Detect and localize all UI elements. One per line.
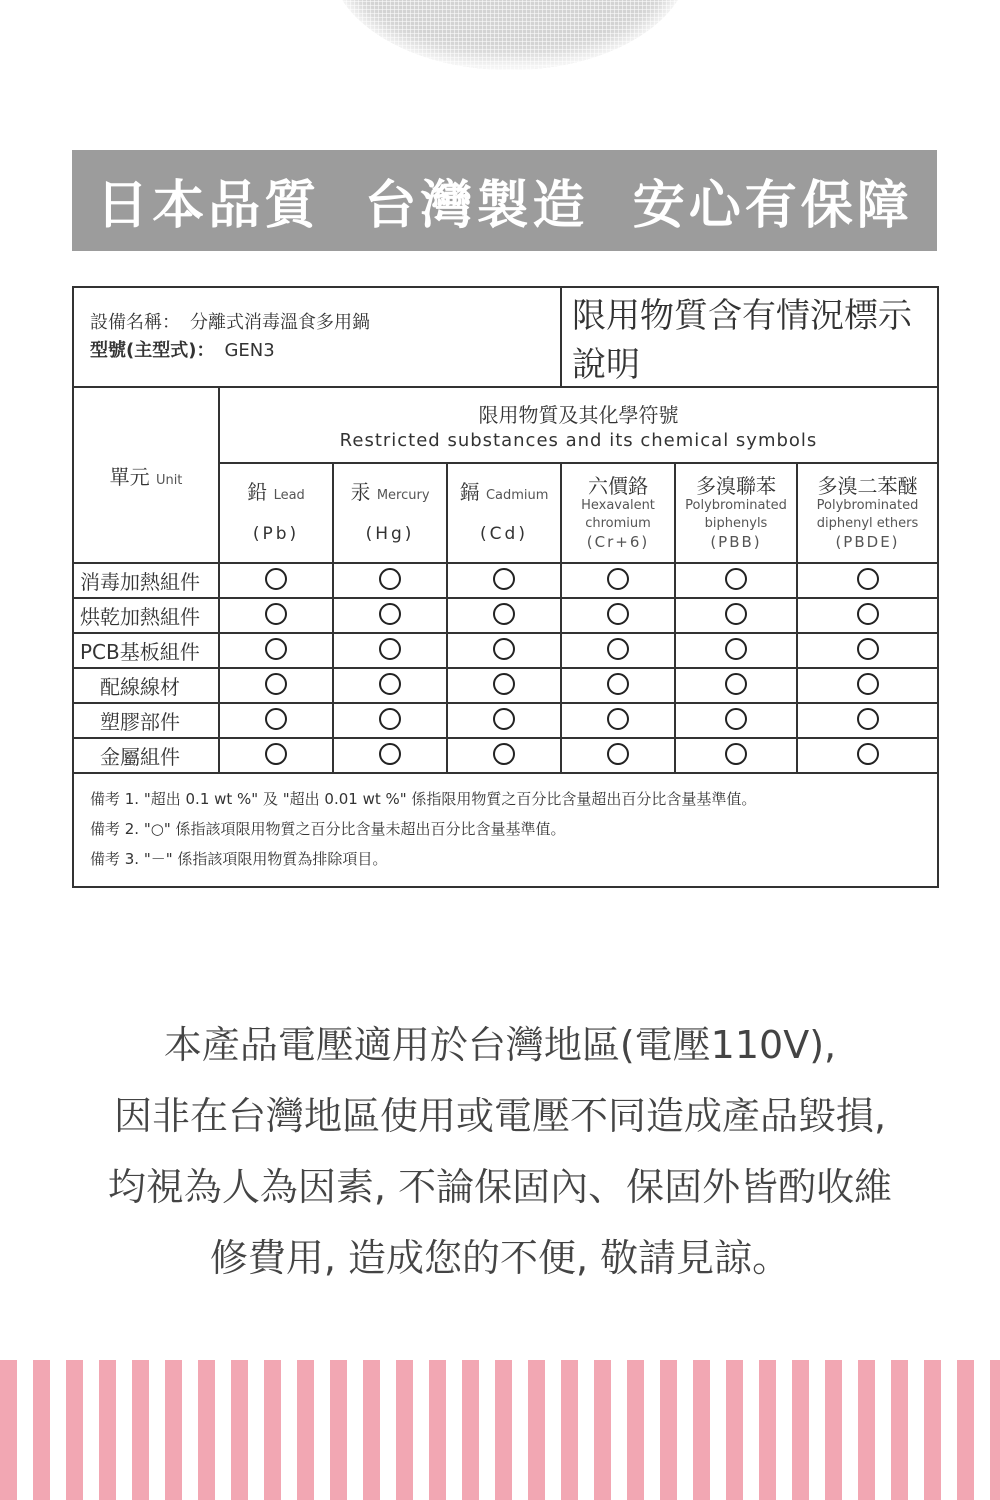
restricted-title: 限用物質及其化學符號 (478, 402, 679, 427)
substance-en: Cadmium (485, 488, 549, 503)
circle-mark-icon (857, 673, 879, 695)
substance-mark-cell (447, 668, 561, 703)
component-name: 金屬組件 (73, 738, 219, 773)
mesh-decoration (330, 0, 690, 70)
circle-mark-icon (725, 603, 747, 625)
circle-mark-icon (265, 673, 287, 695)
substance-mark-cell (333, 598, 447, 633)
notice-line: 修費用, 造成您的不便, 敬請見諒。 (209, 1236, 791, 1280)
substance-header-mercury (333, 463, 447, 563)
circle-mark-icon (857, 603, 879, 625)
substance-mark-cell (219, 563, 333, 598)
substance-header-pbde (797, 463, 938, 563)
restricted-title-en: Restricted substances and its chemical symbols (339, 429, 818, 451)
restricted-header (219, 387, 938, 463)
notice-line: 均視為人為因素, 不論保固內、保固外皆酌收維 (107, 1165, 893, 1209)
substance-mark-cell (797, 633, 938, 668)
substance-mark-cell (219, 738, 333, 773)
substance-mark-cell (561, 563, 675, 598)
substance-en: Hexavalent chromium (581, 498, 655, 531)
substance-mark-cell (797, 668, 938, 703)
circle-mark-icon (493, 673, 515, 695)
component-name: 塑膠部件 (73, 703, 219, 738)
substance-mark-cell (219, 598, 333, 633)
substance-mark-cell (219, 703, 333, 738)
substance-symbol: (Hg) (365, 524, 415, 544)
quality-banner: 日本品質 台灣製造 安心有保障 (72, 150, 937, 251)
circle-mark-icon (265, 638, 287, 660)
table-row (73, 563, 938, 598)
substance-mark-cell (561, 703, 675, 738)
note-item: 備考 3. "－" 係指該項限用物質為排除項目。 (90, 850, 388, 868)
device-value: 分離式消毒溫食多用鍋 (190, 312, 370, 333)
device-info (73, 287, 561, 387)
substance-symbol: (Cd) (480, 524, 528, 544)
notes-section (73, 773, 938, 887)
substance-mark-cell (447, 738, 561, 773)
unit-label: 單元 (109, 464, 150, 489)
substance-en: Polybrominated diphenyl ethers (816, 498, 919, 531)
table-row (73, 738, 938, 773)
circle-mark-icon (725, 708, 747, 730)
substance-mark-cell (675, 633, 797, 668)
substance-mark-cell (447, 598, 561, 633)
substance-header-cadmium (447, 463, 561, 563)
substance-mark-cell (797, 738, 938, 773)
restricted-substances-table (72, 286, 939, 888)
circle-mark-icon (265, 743, 287, 765)
substance-zh: 鉛 (247, 480, 268, 504)
circle-mark-icon (493, 568, 515, 590)
circle-mark-icon (265, 568, 287, 590)
substance-en: Mercury (376, 488, 430, 503)
unit-header (73, 387, 219, 563)
table-body (73, 563, 938, 773)
substance-mark-cell (561, 633, 675, 668)
substance-mark-cell (797, 563, 938, 598)
table-row (73, 598, 938, 633)
circle-mark-icon (493, 743, 515, 765)
model-label: 型號(主型式)： (90, 340, 215, 361)
model-line (90, 337, 560, 365)
substance-mark-cell (797, 703, 938, 738)
circle-mark-icon (725, 673, 747, 695)
circle-mark-icon (725, 638, 747, 660)
substance-mark-cell (333, 703, 447, 738)
circle-mark-icon (857, 638, 879, 660)
substance-mark-cell (447, 703, 561, 738)
table-row (73, 633, 938, 668)
substance-zh: 六價鉻 (588, 474, 648, 498)
unit-label-en: Unit (155, 472, 183, 488)
component-name: 烘乾加熱組件 (73, 598, 219, 633)
substance-en: Lead (273, 488, 305, 503)
circle-mark-icon (379, 673, 401, 695)
circle-mark-icon (607, 568, 629, 590)
circle-mark-icon (607, 708, 629, 730)
notice-line: 本產品電壓適用於台灣地區(電壓110V), (163, 1023, 837, 1067)
note-item: 備考 1. "超出 0.1 wt %" 及 "超出 0.01 wt %" 係指限用物質之百分比含量超出百分比含量基準值。 (90, 790, 757, 808)
substance-mark-cell (561, 668, 675, 703)
substance-symbol: (PBB) (710, 533, 762, 551)
circle-mark-icon (379, 603, 401, 625)
notice-line: 因非在台灣地區使用或電壓不同造成產品毀損, (113, 1094, 887, 1138)
circle-mark-icon (607, 743, 629, 765)
circle-mark-icon (857, 708, 879, 730)
circle-mark-icon (857, 743, 879, 765)
device-name-line (90, 309, 560, 337)
substance-mark-cell (219, 668, 333, 703)
substance-mark-cell (333, 563, 447, 598)
substance-header-chromium (561, 463, 675, 563)
table-row (73, 703, 938, 738)
component-name: 消毒加熱組件 (73, 563, 219, 598)
circle-mark-icon (725, 743, 747, 765)
device-label: 設備名稱： (90, 312, 180, 333)
voltage-notice (0, 1010, 1000, 1294)
substance-mark-cell (447, 563, 561, 598)
substance-mark-cell (675, 703, 797, 738)
substance-en: Polybrominated biphenyls (685, 498, 787, 531)
stripe-decoration (0, 1360, 1000, 1500)
circle-mark-icon (607, 603, 629, 625)
circle-mark-icon (265, 603, 287, 625)
substance-mark-cell (675, 563, 797, 598)
substance-mark-cell (675, 738, 797, 773)
circle-mark-icon (493, 708, 515, 730)
circle-mark-icon (265, 708, 287, 730)
circle-mark-icon (379, 708, 401, 730)
component-name: 配線線材 (73, 668, 219, 703)
substance-mark-cell (447, 633, 561, 668)
table-row (73, 668, 938, 703)
circle-mark-icon (379, 568, 401, 590)
substance-mark-cell (333, 738, 447, 773)
substance-mark-cell (561, 598, 675, 633)
circle-mark-icon (493, 638, 515, 660)
substance-symbol: (PBDE) (835, 533, 900, 551)
substance-mark-cell (561, 738, 675, 773)
substance-mark-cell (675, 598, 797, 633)
circle-mark-icon (607, 673, 629, 695)
substance-mark-cell (219, 633, 333, 668)
substance-header-lead (219, 463, 333, 563)
substance-mark-cell (333, 633, 447, 668)
substance-symbol: (Pb) (252, 524, 300, 544)
substance-zh: 汞 (350, 480, 371, 504)
circle-mark-icon (857, 568, 879, 590)
note-item: 備考 2. "○" 係指該項限用物質之百分比含量未超出百分比含量基準值。 (90, 820, 566, 838)
substance-header-pbb (675, 463, 797, 563)
substance-mark-cell (675, 668, 797, 703)
circle-mark-icon (379, 743, 401, 765)
substance-zh: 多溴聯苯 (696, 474, 776, 498)
circle-mark-icon (379, 638, 401, 660)
substance-symbol: (Cr+6) (586, 533, 650, 551)
declaration-title: 限用物質含有情況標示說明 (561, 287, 938, 387)
substance-mark-cell (797, 598, 938, 633)
model-value: GEN3 (224, 340, 275, 361)
component-name: PCB基板組件 (73, 633, 219, 668)
circle-mark-icon (725, 568, 747, 590)
substance-zh: 多溴二苯醚 (817, 474, 918, 498)
circle-mark-icon (607, 638, 629, 660)
substance-zh: 鎘 (459, 480, 480, 504)
circle-mark-icon (493, 603, 515, 625)
substance-mark-cell (333, 668, 447, 703)
